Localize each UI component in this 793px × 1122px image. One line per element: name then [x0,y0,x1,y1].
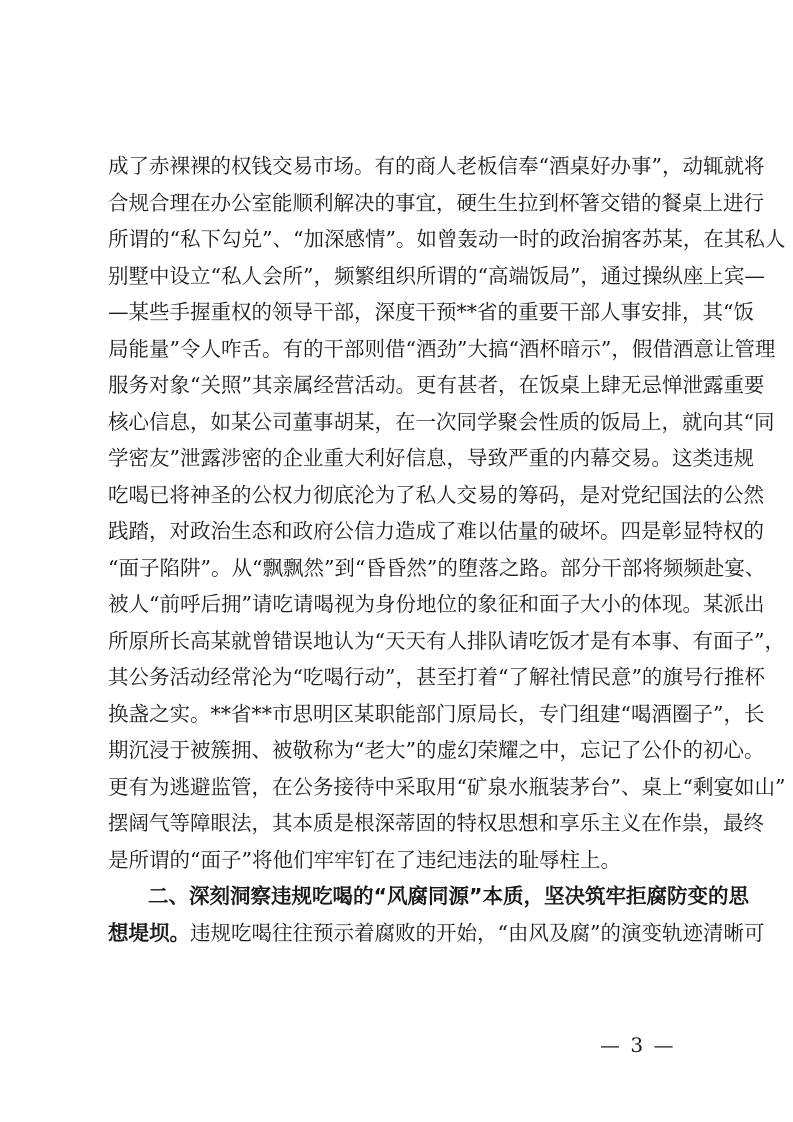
paragraph-line-7: 服务对象“关照”其亲属经营活动。更有甚者，在饭桌上肆无忌惮泄露重要 [108,373,765,397]
body-text [108,148,786,951]
page-number: — 3 — [600,1033,676,1057]
paragraph-line-11: 践踏，对政治生态和政府公信力造成了难以估量的破坏。四是彰显特权的 [108,519,764,543]
section-heading-text: 二、深刻洞察违规吃喝的“风腐同源”本质，坚决筑牢拒腐防变的思 [148,884,749,908]
paragraph-line-4: 别墅中设立“私人会所”，频繁组织所谓的“高端饭局”，通过操纵座上宾— [108,263,765,288]
paragraph-line-14: 所原所长高某就曾错误地认为“天天有人排队请吃饭才是有本事、有面子”， [108,628,785,653]
paragraph-line-5: —某些手握重权的领导干部，深度干预**省的重要干部人事安排，其“饭 [108,300,754,324]
paragraph-line-18: 更有为逃避监管，在公务接待中采取用“矿泉水瓶装茅台”、桌上“剩宴如山” [108,774,786,799]
paragraph-line-19: 摆阔气等障眼法，其本质是根深蒂固的特权思想和享乐主义在作祟，最终 [108,811,764,835]
paragraph-line-8: 核心信息，如某公司董事胡某，在一次同学聚会性质的饭局上，就向其“同 [108,409,775,434]
paragraph-line-12: “面子陷阱”。从“飘飘然”到“昏昏然”的堕落之路。部分干部将频频赴宴、 [108,555,766,580]
paragraph-line-2: 合规合理在办公室能顺利解决的事宜，硬生生拉到杯箸交错的餐桌上进行 [108,190,764,215]
paragraph-line-9: 学密友”泄露涉密的企业重大利好信息，导致严重的内幕交易。这类违规 [108,446,754,470]
paragraph-line-13: 被人“前呼后拥”请吃请喝视为身份地位的象征和面子大小的体现。某派出 [108,592,765,616]
paragraph-line-16: 换盏之实。**省**市思明区某职能部门原局长，专门组建“喝酒圈子”，长 [108,701,765,726]
section-heading-tail: 想堤坝。 [108,920,190,945]
paragraph-line-20: 是所谓的“面子”将他们牢牢钉在了违纪违法的耻辱柱上。 [108,847,621,872]
paragraph-line-6: 局能量”令人咋舌。有的干部则借“酒劲”大搞“酒杯暗示”，假借酒意让管理 [108,336,776,361]
paragraph-line-15: 其公务活动经常沦为“吃喝行动”，甚至打着“了解社情民意”的旗号行推杯 [108,665,765,689]
section-body-text: 违规吃喝往往预示着腐败的开始，“由风及腐”的演变轨迹清晰可 [190,920,765,945]
paragraph-line-1: 成了赤裸裸的权钱交易市场。有的商人老板信奉“酒桌好办事”，动辄就将 [108,154,765,178]
paragraph-line-17: 期沉浸于被簇拥、被敬称为“老大”的虚幻荣耀之中，忘记了公仆的初心。 [108,738,765,762]
section-heading-line-2 [108,915,765,952]
paragraph-line-10: 吃喝已将神圣的公权力彻底沦为了私人交易的筹码，是对党纪国法的公然 [108,482,764,507]
section-heading-line-1 [108,878,749,915]
paragraph-line-3: 所谓的“私下勾兑”、“加深感情”。如曾轰动一时的政治掮客苏某，在其私人 [108,227,786,251]
